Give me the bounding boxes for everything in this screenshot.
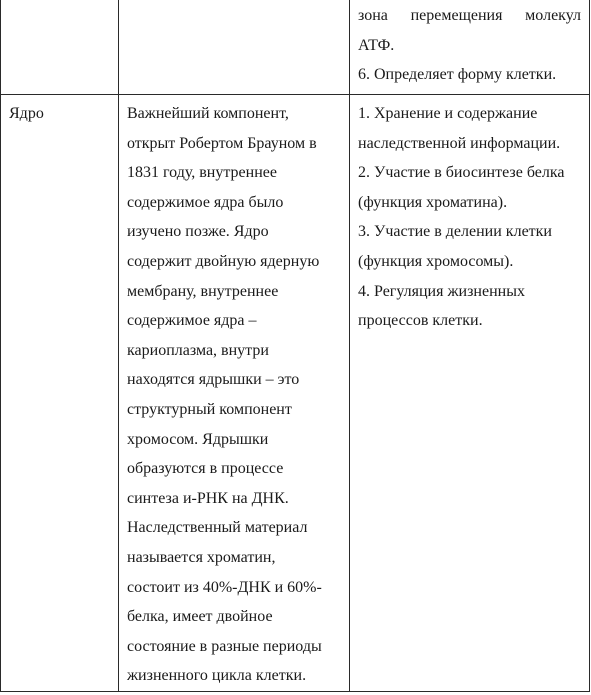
function-line: 1. Хранение и содержание — [358, 105, 538, 122]
function-line: наследственной информации. — [358, 134, 561, 152]
structure-line: жизненного цикла клетки. — [127, 667, 307, 685]
structure-line: структурный компонент — [127, 400, 292, 418]
structure-line: содержимое ядра было — [127, 193, 284, 211]
organelle-name: Ядро — [9, 105, 44, 122]
structure-line: хромосом. Ядрышки — [127, 430, 269, 448]
function-line: зона перемещения молекул — [358, 7, 581, 24]
structure-line: открыт Робертом Брауном в — [127, 134, 317, 152]
organelle-name-cell — [1, 95, 119, 692]
function-line: АТФ. — [358, 36, 395, 54]
structure-line: содержит двойную ядерную — [127, 252, 320, 270]
structure-line: белка, имеет двойное — [127, 608, 273, 626]
functions-cell — [350, 95, 590, 692]
function-line: (функция хроматина). — [358, 193, 508, 211]
function-line: (функция хромосомы). — [358, 252, 514, 270]
structure-line: состоит из 40%-ДНК и 60%- — [127, 578, 322, 596]
structure-line: находятся ядрышки – это — [127, 371, 300, 389]
table-row — [1, 95, 590, 692]
structure-line: мембрану, внутреннее — [127, 282, 279, 300]
structure-line: называется хроматин, — [127, 548, 276, 566]
structure-line: Важнейший компонент, — [127, 105, 289, 122]
function-line: 6. Определяет форму клетки. — [358, 66, 557, 84]
structure-line: кариоплазма, внутри — [127, 341, 269, 359]
structure-line: содержимое ядра – — [127, 312, 257, 330]
structure-line: образуются в процессе — [127, 460, 284, 478]
function-line: 3. Участие в делении клетки — [358, 223, 552, 241]
functions-cell — [350, 0, 590, 95]
structure-line: изучено позже. Ядро — [127, 223, 269, 241]
function-line: 2. Участие в биосинтезе белка — [358, 164, 565, 182]
table-row — [1, 0, 590, 95]
structure-cell — [119, 95, 350, 692]
structure-line: 1831 году, внутреннее — [127, 164, 277, 182]
function-line: 4. Регуляция жизненных — [358, 282, 525, 300]
structure-cell — [119, 0, 350, 95]
structure-line: состояние в разные периоды — [127, 637, 322, 655]
function-line: процессов клетки. — [358, 312, 483, 330]
structure-line: Наследственный материал — [127, 519, 308, 537]
organelle-name-cell — [1, 0, 119, 95]
structure-line: синтеза и-РНК на ДНК. — [127, 489, 289, 507]
